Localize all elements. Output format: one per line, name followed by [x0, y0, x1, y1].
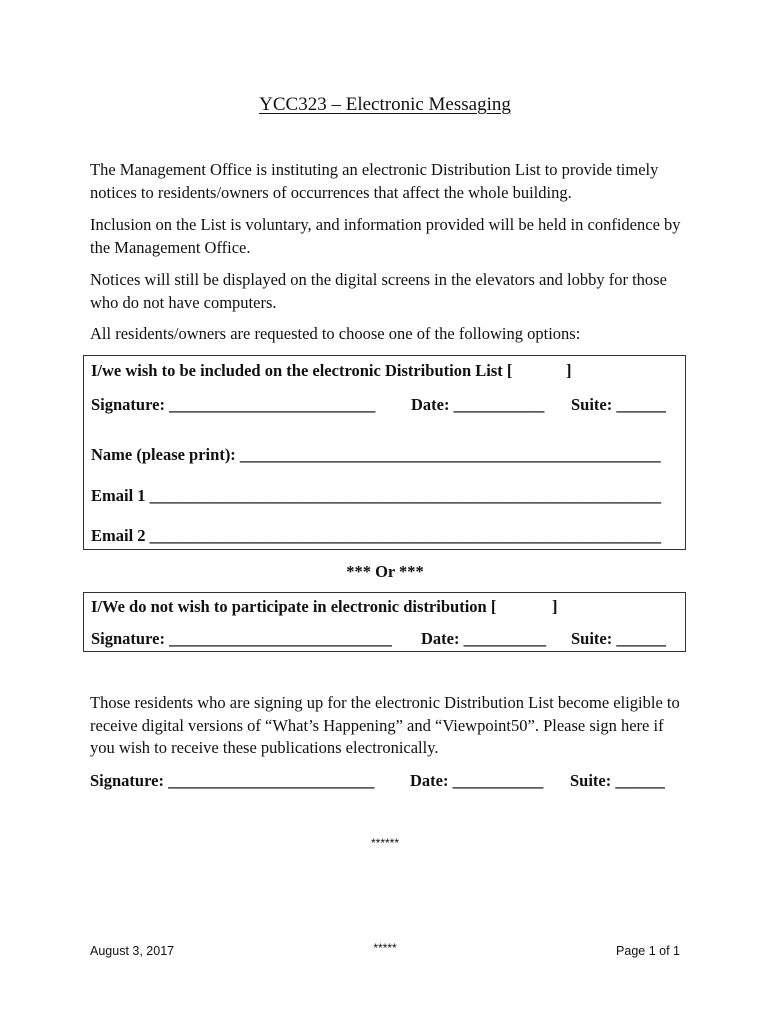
publications-date-field[interactable]: Date: ___________ — [410, 771, 544, 790]
or-separator: *** Or *** — [346, 562, 424, 581]
include-email2-field[interactable]: Email 2 ______________________________________________________________ — [91, 526, 662, 545]
include-suite-field[interactable]: Suite: ______ — [571, 395, 666, 414]
page-title: YCC323 – Electronic Messaging — [259, 94, 511, 115]
exclude-option-heading: I/We do not wish to participate in electronic distribution [ — [91, 597, 497, 616]
include-name-field[interactable]: Name (please print): ___________________________________________________ — [91, 445, 661, 464]
exclude-date-field[interactable]: Date: __________ — [421, 629, 547, 648]
include-date-field[interactable]: Date: ___________ — [411, 395, 545, 414]
intro-paragraph-2: Inclusion on the List is voluntary, and information provided will be held in confidence by the Management Office. — [90, 215, 681, 257]
intro-paragraph-3: Notices will still be displayed on the digital screens in the elevators and lobby for those who do not have computers. — [90, 270, 667, 312]
footer-marker: ***** — [373, 941, 397, 955]
end-marker: ****** — [370, 836, 400, 850]
publications-paragraph: Those residents who are signing up for the electronic Distribution List become eligible to receive digital versions of “What’s Happening” and “Viewpoint50”. Please sign here if you wish to receive these publications electronically. — [90, 693, 680, 757]
footer-date: August 3, 2017 — [90, 944, 175, 958]
footer-page-number: Page 1 of 1 — [616, 944, 680, 958]
exclude-suite-field[interactable]: Suite: ______ — [571, 629, 666, 648]
exclude-option-box — [83, 592, 686, 652]
include-signature-field[interactable]: Signature: _________________________ — [91, 395, 376, 414]
intro-paragraph-4: All residents/owners are requested to choose one of the following options: — [90, 324, 581, 343]
include-checkbox[interactable]: ] — [566, 361, 572, 380]
include-option-box — [83, 355, 686, 550]
include-option-heading: I/we wish to be included on the electronic Distribution List [ — [91, 361, 513, 380]
publications-signature-field[interactable]: Signature: _________________________ — [90, 771, 375, 790]
exclude-checkbox[interactable]: ] — [552, 597, 558, 616]
publications-suite-field[interactable]: Suite: ______ — [570, 771, 665, 790]
include-email1-field[interactable]: Email 1 ______________________________________________________________ — [91, 486, 662, 505]
intro-paragraph-1: The Management Office is instituting an electronic Distribution List to provide timely notices to residents/owners of occurrences that affect the whole building. — [90, 160, 659, 202]
exclude-signature-field[interactable]: Signature: ___________________________ — [91, 629, 392, 648]
